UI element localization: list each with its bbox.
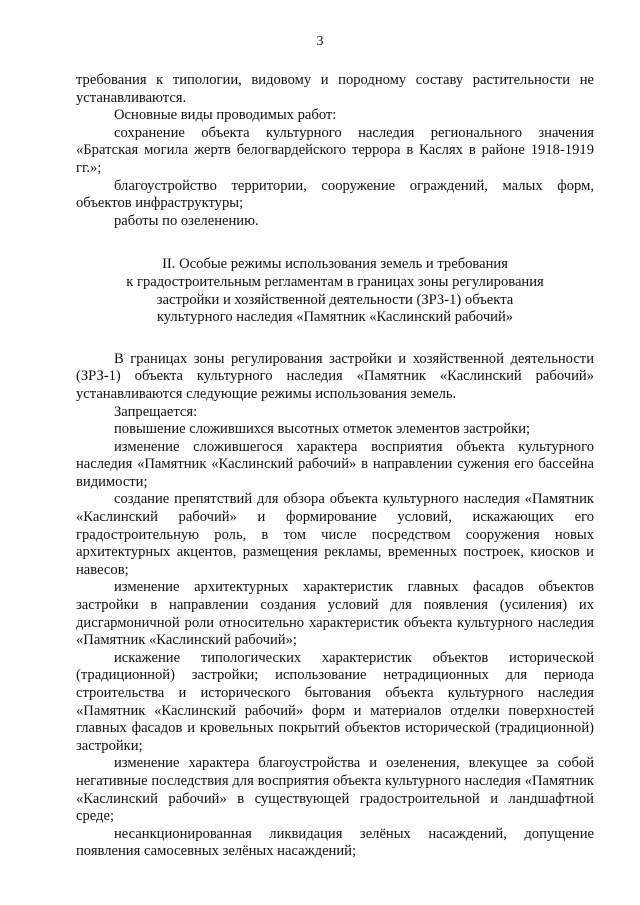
paragraph-prohibited: Запрещается:	[114, 403, 198, 420]
paragraph-facade-change: изменение архитектурных характеристик главных фасадов объектов застройки в направлении создания условий для появления (усиления) их дисгармоничной роли относительно характеристик объекта культурного наследия «Памятник «Каслинский рабочий»;	[76, 579, 594, 649]
paragraph-works-intro: Основные виды проводимых работ:	[114, 107, 337, 124]
page-number: 3	[316, 34, 324, 49]
paragraph-zone-regimes: В границах зоны регулирования застройки и хозяйственной деятельности (ЗРЗ-1) объекта культурного наследия «Памятник «Каслинский рабочий» устанавливаются следующие режимы использования земель.	[76, 350, 594, 402]
paragraph-view-obstruction: создание препятствий для обзора объекта культурного наследия «Памятник «Каслинский рабочий» и формирование условий, искажающих его градостроительную роль, в том числе посредством сооружения новых архитектурных акцентов, размещения рекламы, временных построек, киосков и навесов;	[76, 491, 594, 578]
paragraph-height-increase: повышение сложившихся высотных отметок элементов застройки;	[114, 421, 531, 438]
paragraph-landscaping: работы по озеленению.	[114, 212, 259, 229]
document-body	[76, 72, 594, 861]
paragraph-improvement: благоустройство территории, сооружение ограждений, малых форм, объектов инфраструктуры;	[76, 177, 594, 212]
section-heading-line: застройки и хозяйственной деятельности (ЗРЗ-1) объекта	[156, 291, 514, 308]
paragraph-preservation: сохранение объекта культурного наследия регионального значения «Братская могила жертв белогвардейского террора в Каслях в районе 1918-1919 гг.»;	[76, 124, 594, 176]
section-heading-line: II. Особые режимы использования земель и требования	[162, 256, 508, 273]
section-heading	[76, 256, 594, 326]
section-heading-line: культурного наследия «Памятник «Каслинский рабочий»	[156, 309, 514, 326]
paragraph-green-removal: несанкционированная ликвидация зелёных насаждений, допущение появления самосевных зелёных насаждений;	[76, 825, 594, 860]
paragraph-perception-change: изменение сложившегося характера восприятия объекта культурного наследия «Памятник «Каслинский рабочий» в направлении сужения его бассейна видимости;	[76, 438, 594, 490]
paragraph-vegetation-requirements: требования к типологии, видовому и породному составу растительности не устанавливаются.	[76, 72, 594, 106]
paragraph-typology-distortion: искажение типологических характеристик объектов исторической (традиционной) застройки; использование нетрадиционных для периода строительства и исторического бытования объекта культурного наследия «Памятник «Каслинский рабочий» форм и материалов отделки поверхностей главных фасадов и кровельных покрытий объектов исторической (традиционной) застройки;	[76, 649, 594, 754]
section-heading-line: к градостроительным регламентам в границах зоны регулирования	[126, 273, 544, 290]
paragraph-landscaping-change: изменение характера благоустройства и озеленения, влекущее за собой негативные последствия для восприятия объекта культурного наследия «Памятник «Каслинский рабочий» в существующей градостроительной и ландшафтной среде;	[76, 755, 594, 825]
